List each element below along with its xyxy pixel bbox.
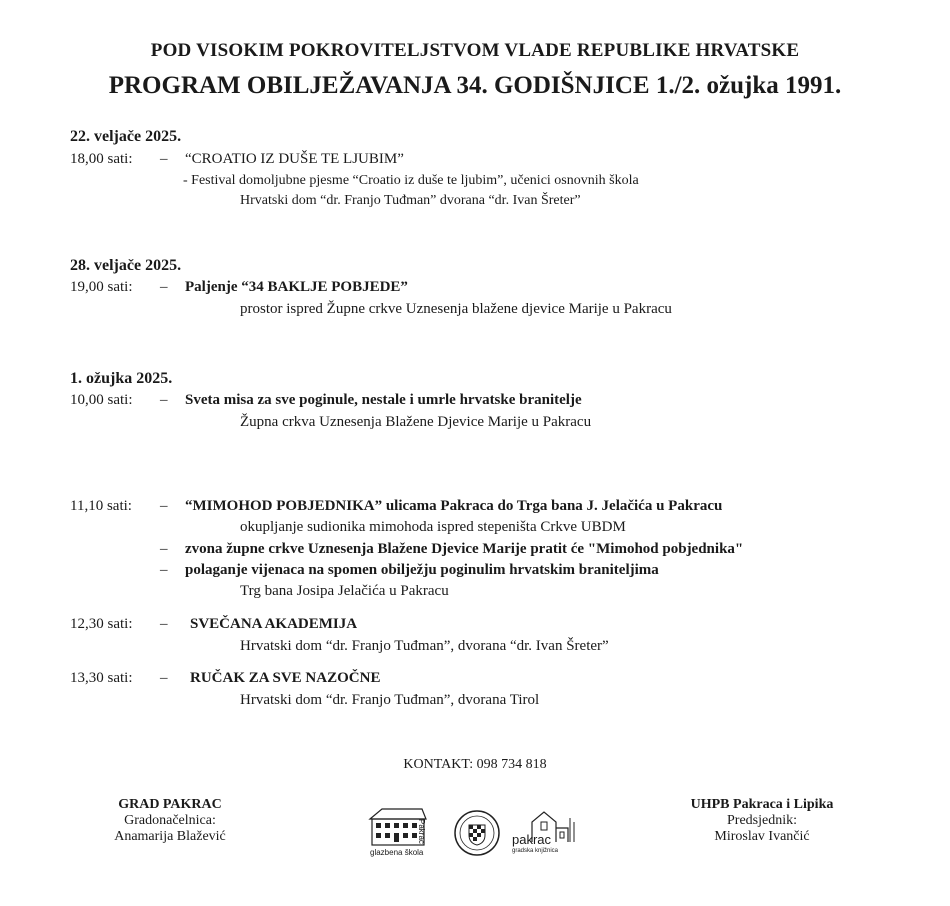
library-label: pakrac: [512, 832, 552, 847]
event-extra: polaganje vijenaca na spomen obilježju poginulim hrvatskim braniteljima: [185, 562, 659, 578]
music-school-side-label: Pakrac: [417, 819, 426, 844]
right-sig-org: UHPB Pakraca i Lipika: [690, 797, 834, 812]
music-school-label: glazbena škola: [370, 848, 424, 857]
event-dash: –: [160, 670, 168, 686]
left-signature: [80, 797, 260, 845]
day-date: 22. veljače 2025.: [70, 128, 182, 145]
left-sig-name: Anamarija Blažević: [114, 829, 226, 844]
right-sig-role: Predsjednik:: [727, 813, 797, 828]
event-time: 10,00 sati:: [70, 392, 133, 408]
day-date: 28. veljače 2025.: [70, 257, 182, 274]
event-time: 12,30 sati:: [70, 616, 133, 632]
event-dash: –: [160, 279, 168, 295]
header-patronage: POD VISOKIM POKROVITELJSTVOM VLADE REPUBLIKE HRVATSKE: [150, 40, 800, 61]
event-dash: –: [160, 616, 168, 632]
event-time: 18,00 sati:: [70, 151, 133, 167]
library-sublabel: gradska knjižnica: [512, 848, 559, 854]
coat-of-arms-icon: [453, 809, 501, 857]
event-dash: –: [160, 541, 168, 557]
event-subtitle: - Festival domoljubne pjesme “Croatio iz duše te ljubim”, učenici osnovnih škola: [183, 173, 639, 188]
event-place: Hrvatski dom “dr. Franjo Tuđman”, dvorana “dr. Ivan Šreter”: [240, 638, 609, 654]
right-sig-name: Miroslav Ivančić: [714, 829, 810, 844]
left-sig-role: Gradonačelnica:: [124, 813, 216, 828]
header-title: PROGRAM OBILJEŽAVANJA 34. GODIŠNJICE 1./2. ožujka 1991.: [108, 72, 842, 99]
event-place: prostor ispred Župne crkve Uznesenja blažene djevice Marije u Pakracu: [240, 301, 672, 317]
day-date: 1. ožujka 2025.: [70, 370, 173, 387]
event-dash: –: [160, 151, 168, 167]
event-title: “MIMOHOD POBJEDNIKA” ulicama Pakraca do Trga bana J. Jelačića u Pakracu: [185, 498, 723, 514]
emblem-logo: [453, 809, 501, 857]
event-place: Hrvatski dom “dr. Franjo Tuđman” dvorana “dr. Ivan Šreter”: [240, 193, 581, 208]
event-dash: –: [160, 562, 168, 578]
event-dash: –: [160, 392, 168, 408]
event-dash: –: [160, 498, 168, 514]
event-place: Trg bana Josipa Jelačića u Pakracu: [240, 583, 449, 599]
event-time: 13,30 sati:: [70, 670, 133, 686]
event-title: Paljenje “34 BAKLJE POBJEDE”: [185, 279, 408, 295]
event-title: SVEČANA AKADEMIJA: [190, 616, 358, 632]
library-logo: [510, 808, 585, 860]
event-place: Hrvatski dom “dr. Franjo Tuđman”, dvorana Tirol: [240, 692, 540, 708]
event-title: Sveta misa za sve poginule, nestale i umrle hrvatske branitelje: [185, 392, 582, 408]
left-sig-org: GRAD PAKRAC: [118, 797, 222, 812]
music-school-logo: [368, 805, 440, 860]
contact-info: KONTAKT: 098 734 818: [403, 757, 547, 772]
event-time: 19,00 sati:: [70, 279, 133, 295]
event-title: RUČAK ZA SVE NAZOČNE: [190, 670, 381, 686]
right-signature: [672, 797, 852, 845]
event-place: Župna crkva Uznesenja Blažene Djevice Marije u Pakracu: [240, 414, 592, 430]
event-place: okupljanje sudionika mimohoda ispred stepeništa Crkve UBDM: [240, 519, 626, 535]
event-title: “CROATIO IZ DUŠE TE LJUBIM”: [185, 151, 404, 167]
event-time: 11,10 sati:: [70, 498, 132, 514]
event-extra: zvona župne crkve Uznesenja Blažene Djevice Marije pratit će "Mimohod pobjednika": [185, 541, 744, 557]
